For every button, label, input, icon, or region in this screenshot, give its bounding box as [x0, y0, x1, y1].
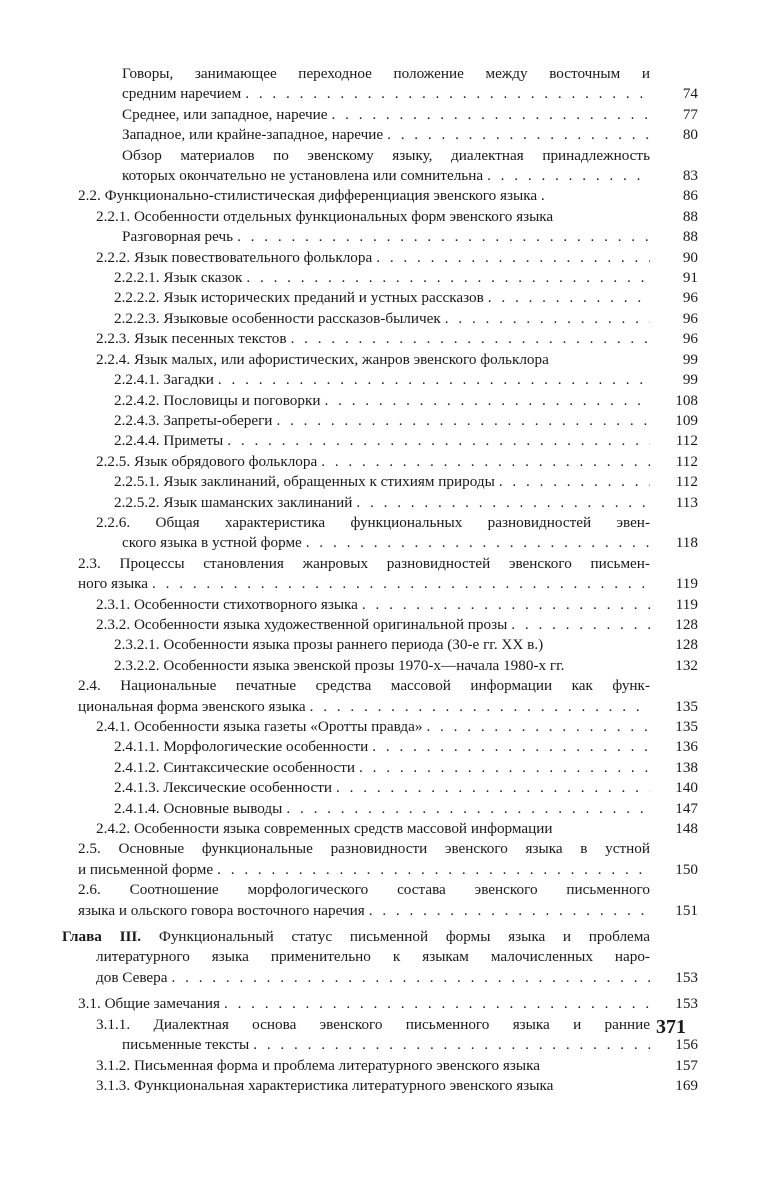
dot-leader [227, 431, 650, 451]
page-number: 371 [656, 1016, 686, 1038]
toc-page-number: 148 [675, 820, 698, 838]
toc-entry-title-continuation: ного языка [78, 575, 149, 593]
toc-entry-title: 2.4.1.1. Морфологические особенности [114, 738, 369, 756]
toc-entry-title: 2.2.4. Язык малых, или афористических, жанров эвенского фольклора [96, 350, 549, 368]
dot-leader [362, 595, 650, 615]
toc-entry-title: 2.2.3. Язык песенных текстов [96, 330, 287, 348]
toc-page-number: 136 [675, 738, 698, 756]
toc-entry[interactable] [78, 513, 698, 554]
toc-page-number: 99 [682, 371, 698, 389]
toc-entry-title: 2.2.2. Язык повествовательного фольклора [96, 248, 373, 266]
toc-entry-title: 2.2.5.2. Язык шаманских заклинаний [114, 493, 353, 511]
toc-entry-title-continuation: письменные тексты [122, 1036, 250, 1054]
toc-page-number: 113 [675, 493, 698, 511]
toc-entry[interactable] [78, 880, 698, 921]
dot-leader [372, 737, 650, 757]
dot-leader [387, 125, 650, 145]
toc-entry[interactable] [78, 105, 698, 125]
table-of-contents [62, 64, 698, 1096]
toc-entry-title: 2.2.2.1. Язык сказок [114, 269, 243, 287]
toc-entry-title: 2.4. Национальные печатные средства массовой информации как функ- [78, 677, 650, 695]
dot-leader [336, 778, 650, 798]
toc-page-number: 153 [675, 968, 698, 986]
toc-entry[interactable] [78, 309, 698, 329]
dot-leader [246, 268, 650, 288]
toc-page-number: 83 [682, 167, 698, 185]
dot-leader [332, 105, 650, 125]
toc-entry-title: 2.4.1. Особенности языка газеты «Оротты правда» [96, 718, 423, 735]
toc-entry[interactable] [78, 778, 698, 798]
toc-entry-title: 2.2.1. Особенности отдельных функциональных форм эвенского языка [96, 207, 554, 225]
toc-entry[interactable] [78, 431, 698, 451]
toc-page-number: 90 [682, 248, 698, 266]
toc-entry[interactable] [78, 329, 698, 349]
toc-entry-title: 2.2.6. Общая характеристика функциональных разновидностей эвен- [96, 513, 650, 531]
toc-page-number: 135 [675, 718, 698, 735]
toc-entry-title: 2.3. Процессы становления жанровых разновидностей эвенского письмен- [78, 554, 650, 572]
toc-page-number: 169 [675, 1076, 698, 1094]
toc-entry-title: 3.1.1. Диалектная основа эвенского письменного языка и ранние [96, 1015, 650, 1033]
toc-page-number: 109 [675, 411, 698, 429]
toc-entry[interactable] [78, 595, 698, 615]
toc-entry-title: 2.2.2.3. Языковые особенности рассказов-быличек [114, 309, 441, 327]
dot-leader [310, 697, 650, 717]
toc-entry-title: 3.1. Общие замечания [78, 995, 220, 1013]
dot-leader [369, 901, 650, 921]
dot-leader [218, 370, 650, 390]
toc-page-number: 132 [675, 656, 698, 674]
toc-page-number: 153 [675, 995, 698, 1013]
toc-entry[interactable] [78, 758, 698, 778]
toc-entry-title: 2.5. Основные функциональные разновидности эвенского языка в устной [78, 840, 650, 858]
toc-entry-title: 2.3.2.1. Особенности языка прозы раннего периода (30-е гг. XX в.) [114, 636, 544, 654]
toc-entry[interactable] [78, 227, 698, 247]
toc-page-number: 138 [675, 758, 698, 776]
toc-entry-title: Обзор материалов по эвенскому языку, диалектная принадлежность [122, 146, 650, 164]
toc-entry-title: 2.2.4.1. Загадки [114, 371, 214, 389]
toc-page-number: 151 [675, 901, 698, 919]
toc-page-number: 96 [682, 289, 698, 307]
toc-page-number: 96 [682, 309, 698, 327]
dot-leader [237, 227, 650, 247]
toc-entry-title-continuation: ского языка в устной форме [122, 534, 302, 552]
toc-entry[interactable] [78, 472, 698, 492]
dot-leader [217, 860, 650, 880]
toc-entry-title: 3.1.2. Письменная форма и проблема литературного эвенского языка [96, 1056, 541, 1074]
toc-entry[interactable] [78, 207, 698, 227]
toc-page-number: 77 [682, 105, 698, 123]
toc-entry-title: 2.2. Функционально-стилистическая дифференциация эвенского языка . [78, 187, 545, 205]
toc-page-number: 135 [675, 697, 698, 715]
toc-entry[interactable] [78, 717, 698, 737]
toc-entry[interactable] [78, 554, 698, 595]
toc-entry[interactable] [78, 268, 698, 288]
toc-entry[interactable] [78, 676, 698, 717]
toc-entry-title: Говоры, занимающее переходное положение между восточным и [122, 65, 650, 82]
dot-leader [487, 166, 650, 186]
toc-page-number: 80 [682, 126, 698, 144]
dot-leader [511, 615, 650, 635]
toc-entry-title: 2.4.1.4. Основные выводы [114, 799, 283, 817]
toc-entry-title-continuation: которых окончательно не установлена или сомнительна [122, 167, 484, 185]
toc-page-number: 112 [675, 432, 698, 450]
toc-entry[interactable] [78, 1076, 698, 1096]
toc-entry-title: 2.2.5. Язык обрядового фольклора [96, 452, 318, 470]
toc-entry-title-continuation: языка и ольского говора восточного наречия [78, 901, 365, 919]
dot-leader [172, 968, 650, 988]
toc-chapter-entry[interactable] [62, 927, 698, 988]
toc-page-number: 128 [675, 615, 698, 633]
dot-leader [488, 288, 650, 308]
toc-entry[interactable] [78, 186, 698, 206]
toc-entry[interactable] [78, 819, 698, 839]
toc-entry[interactable] [78, 411, 698, 431]
dot-leader [224, 994, 650, 1014]
toc-entry[interactable] [78, 248, 698, 268]
dot-leader [499, 472, 650, 492]
chapter-title-continuation: литературного языка применительно к языкам малочисленных наро- [96, 948, 650, 966]
chapter-title: Функциональный статус письменной формы языка и проблема [158, 928, 651, 946]
toc-entry[interactable] [78, 350, 698, 370]
toc-page-number: 128 [675, 636, 698, 654]
toc-entry[interactable] [78, 1015, 698, 1056]
toc-page-number: 119 [675, 575, 698, 593]
toc-entry-title: 2.4.1.3. Лексические особенности [114, 779, 333, 797]
toc-entry-title: 2.2.2.2. Язык исторических преданий и устных рассказов [114, 289, 484, 307]
toc-page-number: 150 [675, 860, 698, 878]
toc-entry[interactable] [78, 656, 698, 676]
dot-leader [276, 411, 650, 431]
toc-entry[interactable] [78, 288, 698, 308]
toc-page-number: 157 [675, 1056, 698, 1074]
dot-leader [325, 391, 651, 411]
chapter-label: Глава III. [62, 928, 142, 946]
toc-entry-title-continuation: средним наречием [122, 85, 242, 103]
toc-entry[interactable] [78, 391, 698, 411]
toc-entry-title: 2.2.4.2. Пословицы и поговорки [114, 391, 321, 409]
dot-leader [245, 84, 650, 104]
toc-entry-title: 2.4.2. Особенности языка современных средств массовой информации [96, 820, 553, 838]
toc-entry[interactable] [78, 615, 698, 635]
toc-entry[interactable] [78, 839, 698, 880]
toc-entry-title: 2.2.4.3. Запреты-обереги [114, 411, 273, 429]
dot-leader [445, 309, 650, 329]
toc-entry[interactable] [78, 125, 698, 145]
dot-leader [286, 799, 650, 819]
dot-leader [291, 329, 650, 349]
toc-entry[interactable] [78, 370, 698, 390]
toc-entry[interactable] [78, 635, 698, 655]
toc-page-number: 156 [675, 1036, 698, 1054]
dot-leader [376, 248, 650, 268]
toc-page-number: 108 [675, 391, 698, 409]
dot-leader [253, 1035, 650, 1055]
toc-entry[interactable] [78, 64, 698, 105]
toc-entry-title: 2.3.2.2. Особенности языка эвенской прозы 1970-х—начала 1980-х гг. [114, 656, 565, 674]
toc-entry[interactable] [78, 452, 698, 472]
toc-entry-title: 2.2.5.1. Язык заклинаний, обращенных к стихиям природы [114, 473, 495, 491]
toc-entry[interactable] [78, 799, 698, 819]
toc-page-number: 96 [682, 330, 698, 348]
toc-entry-title: 2.2.4.4. Приметы [114, 432, 224, 450]
toc-page-number: 119 [675, 595, 698, 613]
dot-leader [359, 758, 650, 778]
toc-entry[interactable] [78, 1056, 698, 1076]
toc-entry[interactable] [78, 737, 698, 757]
toc-entry-title: 2.3.2. Особенности языка художественной оригинальной прозы [96, 615, 508, 633]
chapter-title-continuation: дов Севера [96, 968, 168, 986]
toc-entry[interactable] [78, 493, 698, 513]
toc-page-number: 112 [675, 473, 698, 491]
toc-entry-title: Западное, или крайне-западное, наречие [122, 126, 384, 144]
toc-entry-title: 2.4.1.2. Синтаксические особенности [114, 758, 356, 776]
toc-page-number: 99 [682, 350, 698, 368]
toc-entry[interactable] [78, 146, 698, 187]
dot-leader [356, 493, 650, 513]
toc-entry-title: Среднее, или западное, наречие [122, 105, 328, 123]
toc-entry-title: Разговорная речь [122, 228, 234, 246]
toc-page-number: 147 [675, 799, 698, 817]
toc-page-number: 112 [675, 452, 698, 470]
dot-leader [152, 574, 650, 594]
toc-entry-title: 2.6. Соотношение морфологического состава эвенского письменного [78, 881, 650, 899]
toc-page-number: 91 [682, 269, 698, 287]
toc-entry-title-continuation: и письменной форме [78, 860, 214, 878]
toc-entry-title: 3.1.3. Функциональная характеристика литературного эвенского языка [96, 1076, 554, 1094]
toc-entry-title-continuation: циональная форма эвенского языка [78, 697, 306, 715]
toc-entry[interactable] [78, 994, 698, 1014]
toc-entry-title: 2.3.1. Особенности стихотворного языка [96, 595, 358, 613]
toc-page-number: 88 [682, 207, 698, 225]
toc-page-number: 118 [675, 534, 698, 552]
toc-page-number: 86 [682, 187, 698, 205]
dot-leader [306, 533, 650, 553]
dot-leader [426, 717, 650, 737]
toc-page-number: 74 [682, 85, 698, 103]
toc-page-number: 88 [682, 228, 698, 246]
toc-page-number: 140 [675, 779, 698, 797]
dot-leader [321, 452, 650, 472]
